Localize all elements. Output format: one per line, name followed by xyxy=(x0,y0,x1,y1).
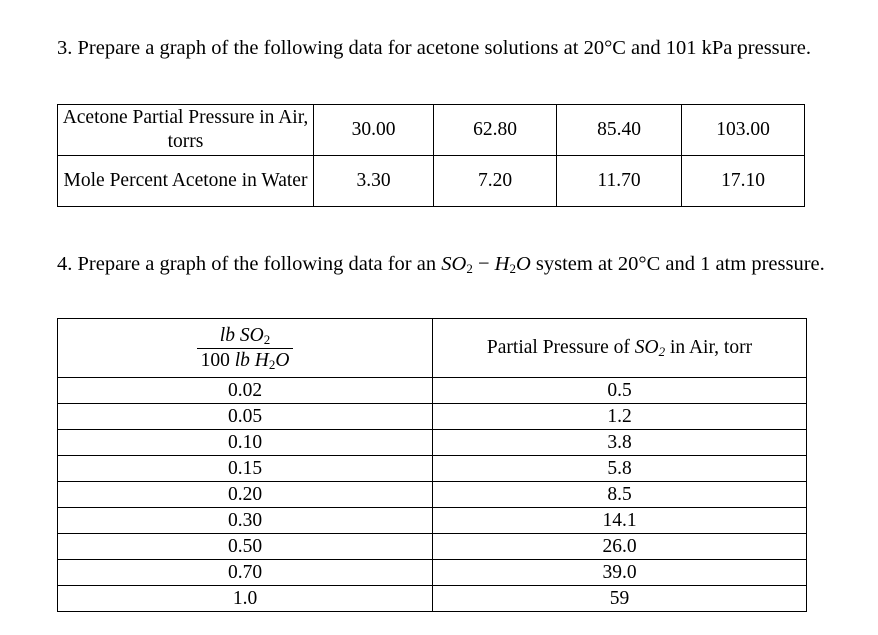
table-cell: 39.0 xyxy=(433,560,807,586)
table-cell: 7.20 xyxy=(434,156,557,207)
table-cell: 59 xyxy=(433,586,807,612)
table-cell: 11.70 xyxy=(557,156,682,207)
partial-pressure-header: Partial Pressure of $SO_2$ in Air, torr xyxy=(433,319,807,378)
table-row xyxy=(58,378,807,404)
table-cell: 3.30 xyxy=(314,156,434,207)
fraction: $\frac{lb SO_2}{100 lb H_2O}$ xyxy=(197,324,294,373)
table-header-row xyxy=(58,319,807,378)
so2-ratio-header xyxy=(58,319,433,378)
table-cell: 8.5 xyxy=(433,482,807,508)
acetone-pressure-label: Acetone Partial Pressure in Air, torrs xyxy=(58,105,314,156)
so2-formula: $SO_2$ xyxy=(441,253,473,276)
table-cell: 26.0 xyxy=(433,534,807,560)
table-cell: 0.02 xyxy=(58,378,433,404)
table-row xyxy=(58,534,807,560)
table-row xyxy=(58,156,805,207)
table-row xyxy=(58,482,807,508)
table-row xyxy=(58,105,805,156)
table-row xyxy=(58,430,807,456)
table-cell: 3.8 xyxy=(433,430,807,456)
table-cell: 30.00 xyxy=(314,105,434,156)
table-cell: 17.10 xyxy=(682,156,805,207)
table-cell: 0.10 xyxy=(58,430,433,456)
acetone-data-table xyxy=(57,104,805,207)
table-row xyxy=(58,560,807,586)
problem-4-text-start: 4. Prepare a graph of the following data for an xyxy=(57,253,442,275)
table-cell: 103.00 xyxy=(682,105,805,156)
table-row xyxy=(58,508,807,534)
problem-4-text-end: system at 20°C and 1 atm pressure. xyxy=(530,253,825,275)
so2-data-table xyxy=(57,318,807,612)
table-cell: 1.2 xyxy=(433,404,807,430)
table-row xyxy=(58,456,807,482)
table-cell: 1.0 xyxy=(58,586,433,612)
table-cell: 0.50 xyxy=(58,534,433,560)
table-cell: 0.30 xyxy=(58,508,433,534)
problem-3-text: 3. Prepare a graph of the following data for acetone solutions at 20°C and 101 kPa pressure. xyxy=(57,37,811,59)
table-cell: 62.80 xyxy=(434,105,557,156)
table-cell: 0.15 xyxy=(58,456,433,482)
table-cell: 0.05 xyxy=(58,404,433,430)
table-row xyxy=(58,404,807,430)
table-cell: 85.40 xyxy=(557,105,682,156)
h2o-formula: $H_2O$ xyxy=(494,253,531,276)
table-cell: 0.70 xyxy=(58,560,433,586)
table-row xyxy=(58,586,807,612)
mole-percent-label: Mole Percent Acetone in Water xyxy=(58,156,314,207)
table-cell: 14.1 xyxy=(433,508,807,534)
table-cell: 0.5 xyxy=(433,378,807,404)
table-cell: 5.8 xyxy=(433,456,807,482)
problem-4-text: 4. Prepare a graph of the following data for an $SO_2 - H_2O$ system at 20°C and 1 atm pressure. xyxy=(57,253,825,276)
table-cell: 0.20 xyxy=(58,482,433,508)
